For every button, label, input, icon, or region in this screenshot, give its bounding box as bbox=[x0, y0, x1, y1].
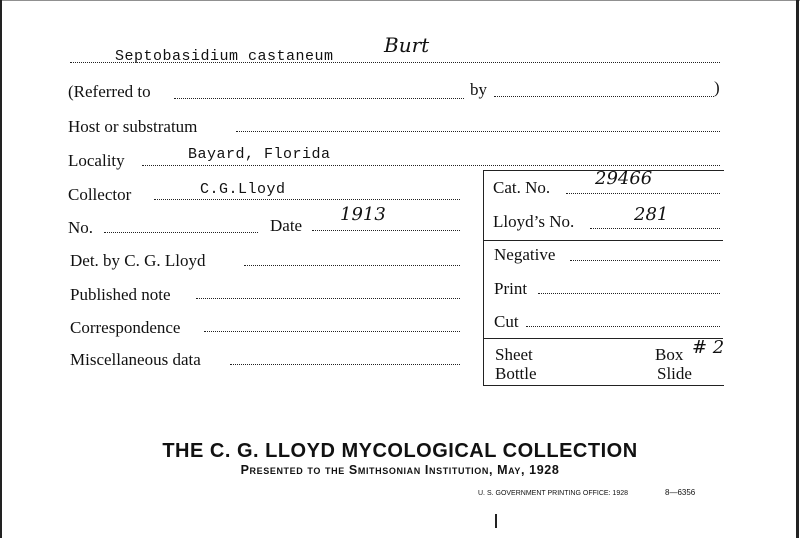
referred-label: (Referred to bbox=[68, 82, 151, 101]
sheet-label: Sheet bbox=[495, 345, 533, 364]
negative-label: Negative bbox=[494, 245, 556, 264]
catalog-divider-lower bbox=[483, 338, 723, 339]
host-label: Host or substratum bbox=[68, 117, 198, 136]
box-label: Box bbox=[655, 345, 684, 364]
misc-line bbox=[230, 364, 460, 365]
date-label: Date bbox=[270, 216, 303, 235]
number-label: No. bbox=[68, 218, 94, 237]
published-line bbox=[196, 298, 460, 299]
collector-label: Collector bbox=[68, 185, 132, 204]
correspondence-line bbox=[204, 331, 460, 332]
form-number: 8—6356 bbox=[665, 488, 696, 497]
host-line bbox=[236, 131, 720, 132]
bottle-label: Bottle bbox=[495, 364, 537, 383]
date-value: 1913 bbox=[340, 204, 386, 225]
cat-no-label: Cat. No. bbox=[493, 178, 551, 197]
cat-no-value: 29466 bbox=[595, 168, 653, 189]
species-author: Burt bbox=[384, 33, 430, 57]
cut-line bbox=[526, 326, 720, 327]
referred-by-line bbox=[494, 96, 714, 97]
number-line bbox=[104, 232, 258, 233]
det-line bbox=[244, 265, 460, 266]
lloyd-no-value: 281 bbox=[634, 204, 669, 225]
catalog-divider bbox=[483, 240, 723, 241]
det-label: Det. by C. G. Lloyd bbox=[70, 251, 206, 270]
collection-subtitle: Presented to the Smithsonian Institution, May, 1928 bbox=[240, 463, 560, 477]
top-border bbox=[0, 0, 800, 1]
correspondence-label: Correspondence bbox=[70, 318, 181, 337]
tick-mark bbox=[495, 514, 497, 528]
collector-line bbox=[154, 199, 460, 200]
cut-label: Cut bbox=[494, 312, 519, 331]
locality-value: Bayard, Florida bbox=[188, 146, 331, 163]
slide-label: Slide bbox=[657, 364, 692, 383]
referred-close: ) bbox=[714, 78, 720, 97]
referred-by-label: by bbox=[470, 80, 487, 99]
locality-label: Locality bbox=[68, 151, 125, 170]
date-line bbox=[312, 230, 460, 231]
print-line bbox=[538, 293, 720, 294]
printer-note: U. S. GOVERNMENT PRINTING OFFICE: 1928 bbox=[478, 490, 629, 497]
box-value: # 2 bbox=[692, 337, 725, 358]
cat-no-line bbox=[566, 193, 720, 194]
print-label: Print bbox=[494, 279, 528, 298]
collector-value: C.G.Lloyd bbox=[200, 181, 286, 198]
misc-label: Miscellaneous data bbox=[70, 350, 201, 369]
species-name: Septobasidium castaneum bbox=[115, 48, 334, 65]
published-label: Published note bbox=[70, 285, 171, 304]
collection-title: THE C. G. LLOYD MYCOLOGICAL COLLECTION bbox=[162, 440, 638, 462]
lloyd-no-line bbox=[590, 228, 720, 229]
negative-line bbox=[570, 260, 720, 261]
referred-line bbox=[174, 98, 464, 99]
locality-line bbox=[142, 165, 720, 166]
lloyd-no-label: Lloyd’s No. bbox=[493, 212, 575, 231]
